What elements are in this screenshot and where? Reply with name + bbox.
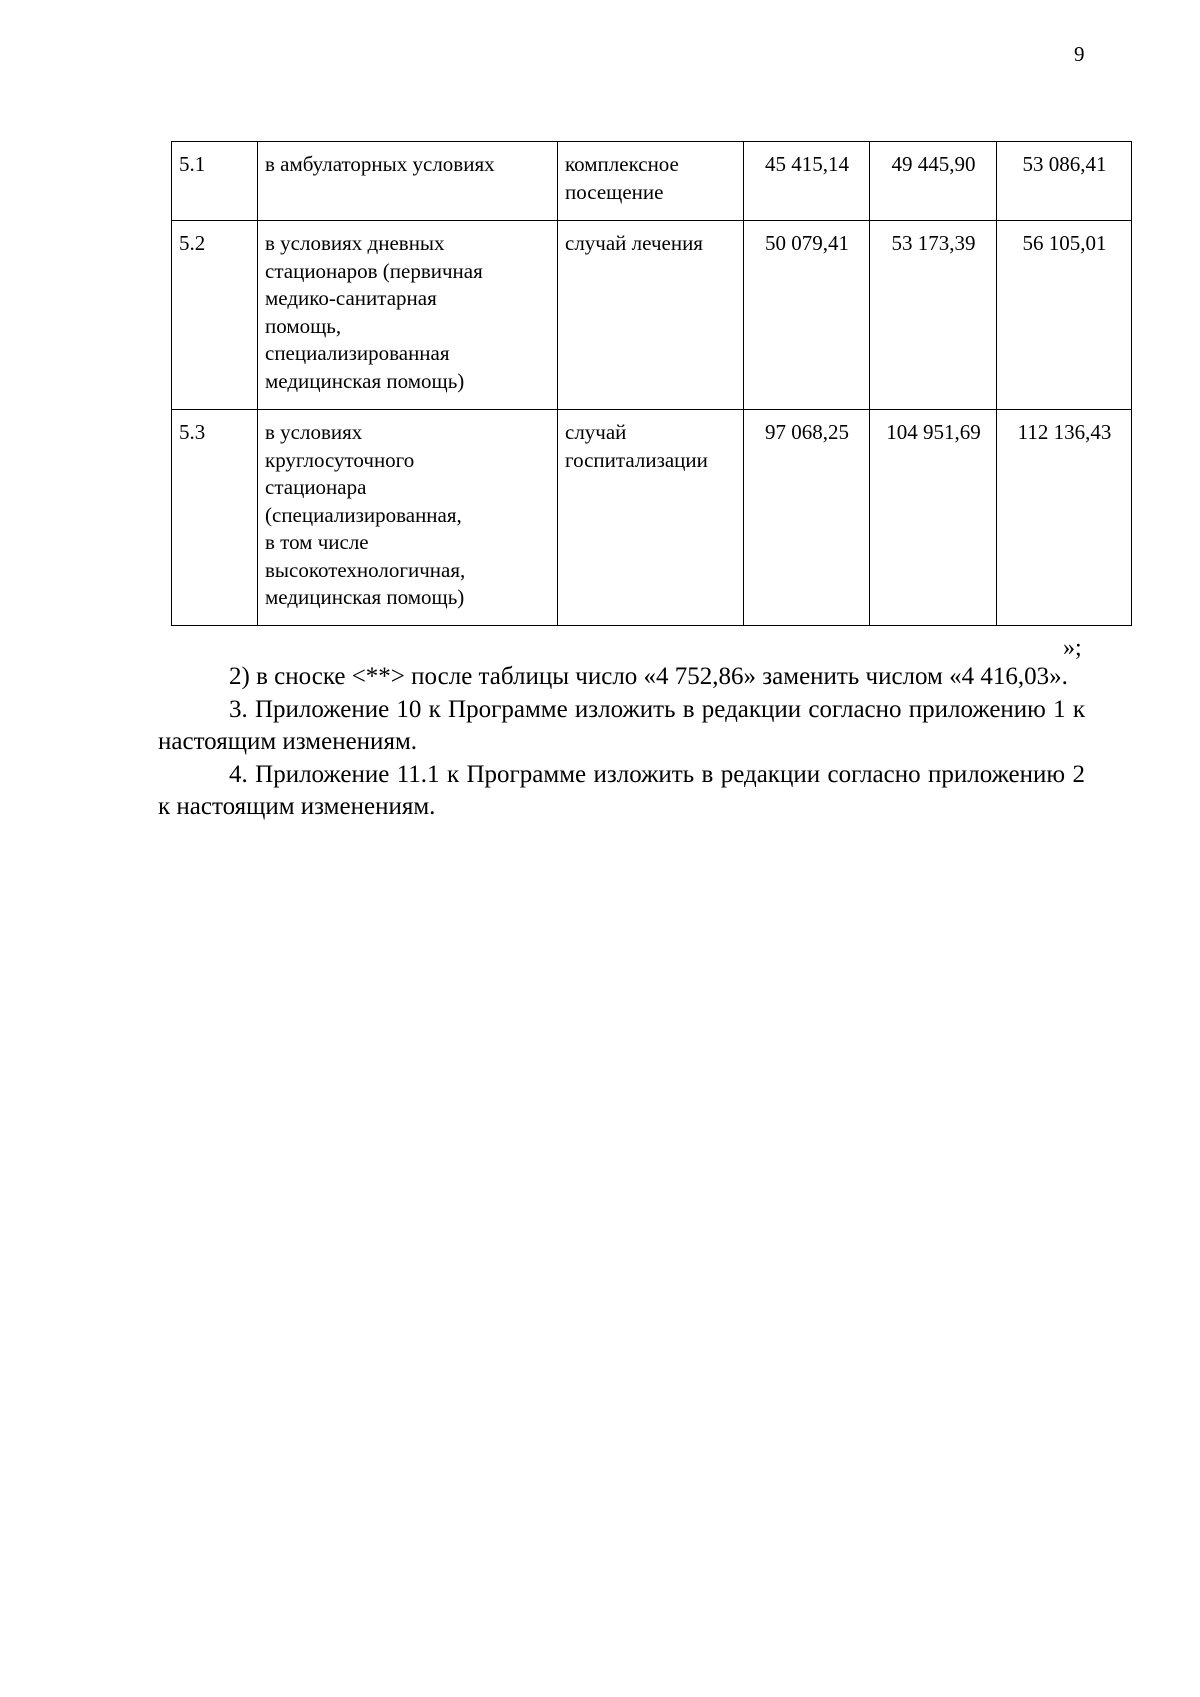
row-value-2-cell [870, 410, 997, 626]
closing-quote: »; [1063, 635, 1082, 661]
row-value-3: 53 086,41 [1022, 152, 1107, 176]
row-code-cell [172, 142, 258, 221]
row-unit: комплексное посещение [565, 152, 679, 204]
row-unit-cell [558, 221, 744, 410]
row-value-1-cell [744, 410, 870, 626]
table-container [171, 141, 1132, 626]
row-unit-cell [558, 142, 744, 221]
table-row [172, 221, 1132, 410]
row-name: в условиях круглосуточного стационара (специализированная, в том числе высокотехнологичная, медицинская помощь) [265, 420, 466, 609]
row-value-1-cell [744, 142, 870, 221]
paragraph-footnote-change: 2) в сноске <**> после таблицы число «4 752,86» заменить числом «4 416,03». [229, 663, 1068, 690]
body-text [158, 661, 1085, 824]
table-row [172, 142, 1132, 221]
row-value-1: 97 068,25 [765, 420, 849, 444]
row-value-3: 56 105,01 [1022, 231, 1107, 255]
row-value-2: 104 951,69 [886, 420, 981, 444]
row-value-3-cell [997, 221, 1132, 410]
paragraph-appendix-11-1: 4. Приложение 11.1 к Программе изложить в редакции согласно приложению 2 к настоящим изменениям. [158, 760, 1085, 820]
row-value-1-cell [744, 221, 870, 410]
paragraph-appendix-10: 3. Приложение 10 к Программе изложить в редакции согласно приложению 1 к настоящим изменениям. [158, 695, 1085, 755]
row-name: в условиях дневных стационаров (первичная медико-санитарная помощь, специализированная медицинская помощь) [265, 231, 483, 393]
page-number: 9 [1074, 42, 1085, 66]
row-value-3: 112 136,43 [1017, 420, 1112, 444]
row-value-2: 49 445,90 [891, 152, 976, 176]
row-code-cell [172, 221, 258, 410]
row-code-cell [172, 410, 258, 626]
row-unit: случай лечения [565, 231, 703, 255]
row-value-1: 50 079,41 [765, 231, 849, 255]
row-name: в амбулаторных условиях [265, 152, 495, 176]
row-value-2-cell [870, 221, 997, 410]
row-value-3-cell [997, 410, 1132, 626]
row-value-1: 45 415,14 [765, 152, 849, 176]
row-code: 5.1 [179, 152, 206, 176]
row-name-cell [258, 410, 558, 626]
row-code: 5.3 [179, 420, 206, 444]
data-table [171, 141, 1132, 626]
row-value-3-cell [997, 142, 1132, 221]
table-row [172, 410, 1132, 626]
row-value-2-cell [870, 142, 997, 221]
row-unit-cell [558, 410, 744, 626]
row-code: 5.2 [179, 231, 206, 255]
row-value-2: 53 173,39 [891, 231, 976, 255]
row-name-cell [258, 142, 558, 221]
row-unit: случай госпитализации [565, 420, 708, 472]
row-name-cell [258, 221, 558, 410]
